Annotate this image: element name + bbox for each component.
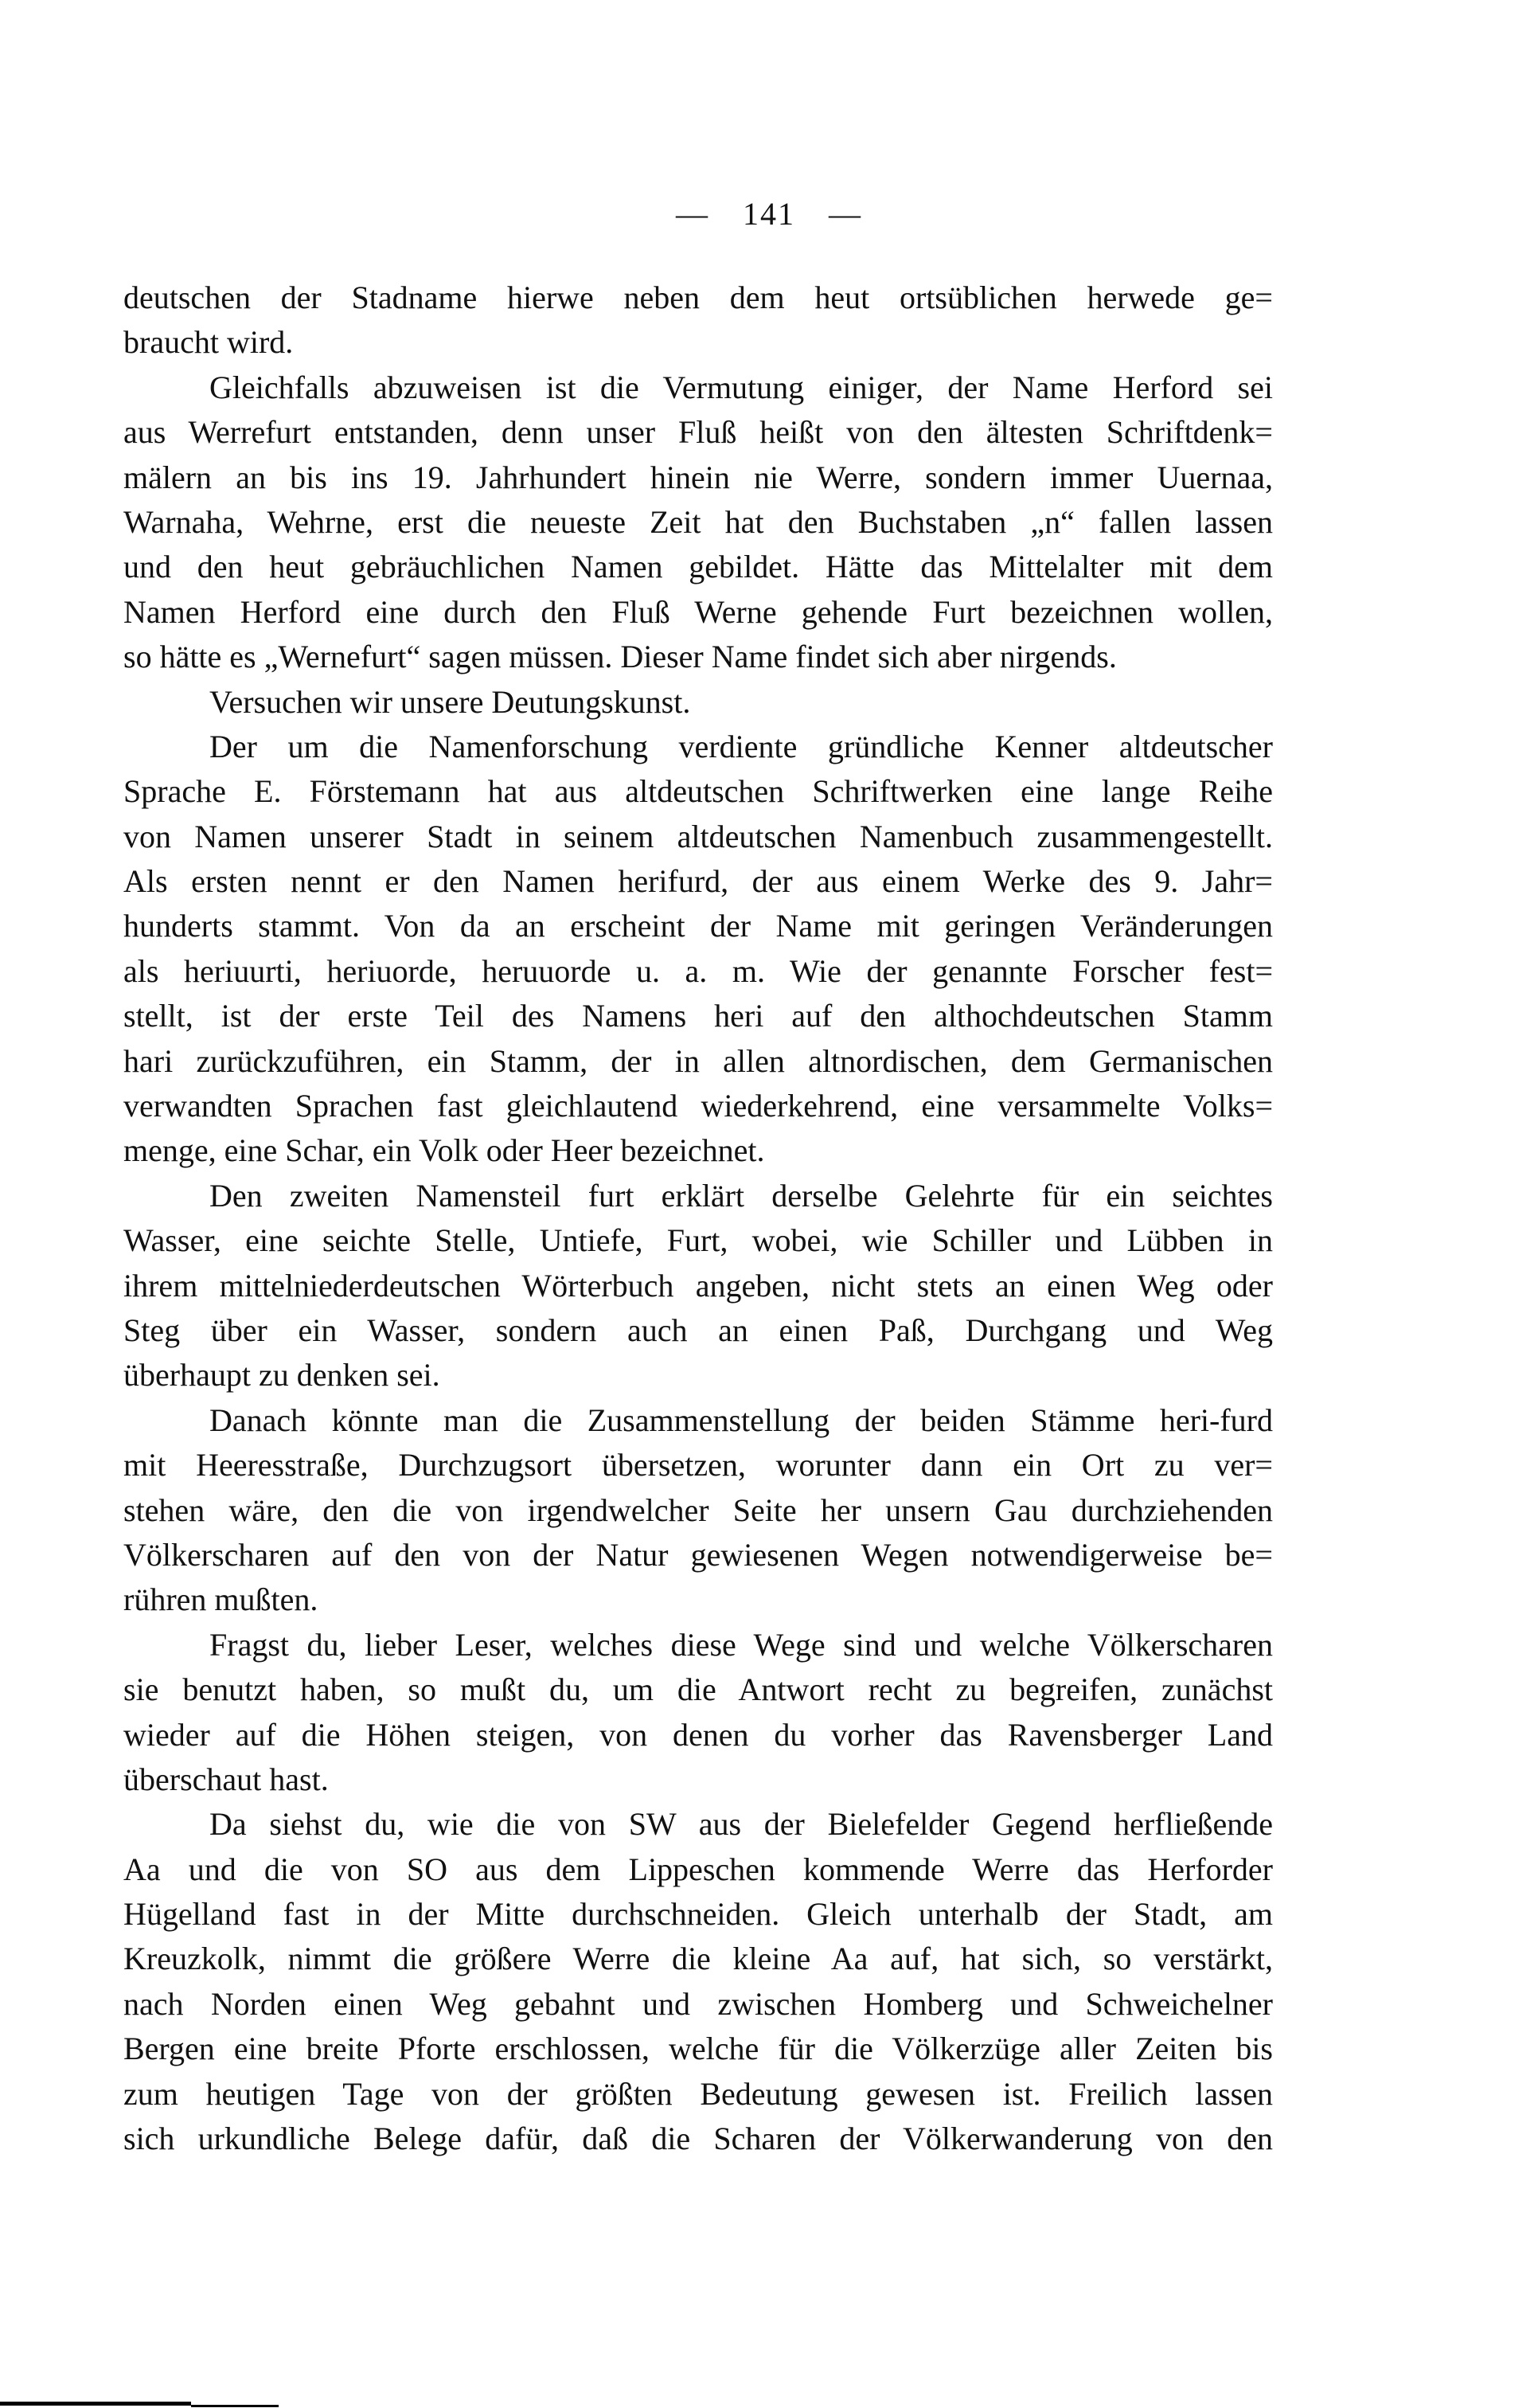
paragraph-first-line: Danach könnte man die Zusammenstellung der beiden Stämme heri-furd bbox=[209, 1401, 1273, 1438]
text-line: nach Norden einen Weg gebahnt und zwischen Homberg und Schweichelner bbox=[123, 1985, 1273, 2022]
paragraph-first-line: Fragst du, lieber Leser, welches diese Wege sind und welche Völkerscharen bbox=[209, 1626, 1273, 1663]
paragraph-first-line: Da siehst du, wie die von SW aus der Bielefelder Gegend herfließende bbox=[209, 1806, 1273, 1843]
body-text bbox=[123, 276, 1273, 2161]
scan-edge-artifact bbox=[0, 2402, 191, 2406]
text-line: Sprache E. Förstemann hat aus altdeutschen Schriftwerken eine lange Reihe bbox=[123, 773, 1273, 810]
text-line: Hügelland fast in der Mitte durchschneiden. Gleich unterhalb der Stadt, am bbox=[123, 1896, 1273, 1933]
text-line: Aa und die von SO aus dem Lippeschen kommende Werre das Herforder bbox=[123, 1851, 1273, 1887]
text-line: und den heut gebräuchlichen Namen gebildet. Hätte das Mittelalter mit dem bbox=[123, 549, 1273, 585]
text-line: stehen wäre, den die von irgendwelcher Seite her unsern Gau durchziehenden bbox=[123, 1491, 1273, 1528]
paragraph-first-line: Versuchen wir unsere Deutungskunst. bbox=[209, 683, 691, 720]
text-line: braucht wird. bbox=[123, 324, 294, 361]
text-line: Bergen eine breite Pforte erschlossen, welche für die Völkerzüge aller Zeiten bis bbox=[123, 2031, 1273, 2067]
text-line: überhaupt zu denken sei. bbox=[123, 1357, 440, 1394]
text-line: rühren mußten. bbox=[123, 1581, 318, 1618]
paragraph-first-line: Den zweiten Namensteil furt erklärt derselbe Gelehrte für ein seichtes bbox=[209, 1177, 1273, 1214]
text-line: menge, eine Schar, ein Volk oder Heer bezeichnet. bbox=[123, 1132, 765, 1169]
paragraph-first-line: Gleichfalls abzuweisen ist die Vermutung einiger, der Name Herford sei bbox=[209, 369, 1273, 405]
text-line: Steg über ein Wasser, sondern auch an einen Paß, Durchgang und Weg bbox=[123, 1312, 1273, 1348]
text-line: aus Werrefurt entstanden, denn unser Fluß heißt von den ältesten Schriftdenk= bbox=[123, 414, 1273, 451]
text-line: Als ersten nennt er den Namen herifurd, der aus einem Werke des 9. Jahr= bbox=[123, 863, 1273, 900]
text-line: sich urkundliche Belege dafür, daß die Scharen der Völkerwanderung von den bbox=[123, 2121, 1273, 2157]
page-number: — 141 — bbox=[676, 196, 862, 232]
text-line: hari zurückzuführen, ein Stamm, der in allen altnordischen, dem Germanischen bbox=[123, 1042, 1273, 1079]
paragraph-first-line: Der um die Namenforschung verdiente gründliche Kenner altdeutscher bbox=[209, 728, 1273, 764]
text-line: als heriuurti, heriuorde, heruuorde u. a. m. Wie der genannte Forscher fest= bbox=[123, 952, 1273, 989]
text-line: stellt, ist der erste Teil des Namens heri auf den althochdeutschen Stamm bbox=[123, 998, 1273, 1034]
text-line: Völkerscharen auf den von der Natur gewiesenen Wegen notwendigerweise be= bbox=[123, 1536, 1273, 1573]
text-line: Warnaha, Wehrne, erst die neueste Zeit hat den Buchstaben „n“ fallen lassen bbox=[123, 503, 1273, 540]
text-line: mälern an bis ins 19. Jahrhundert hinein nie Werre, sondern immer Uuernaa, bbox=[123, 459, 1273, 495]
text-line: so hätte es „Wernefurt“ sagen müssen. Dieser Name findet sich aber nirgends. bbox=[123, 639, 1117, 675]
text-line: zum heutigen Tage von der größten Bedeutung gewesen ist. Freilich lassen bbox=[123, 2075, 1273, 2112]
text-line: Namen Herford eine durch den Fluß Werne gehende Furt bezeichnen wollen, bbox=[123, 593, 1273, 630]
text-line: Kreuzkolk, nimmt die größere Werre die kleine Aa auf, hat sich, so verstärkt, bbox=[123, 1941, 1273, 1977]
text-line: Wasser, eine seichte Stelle, Untiefe, Furt, wobei, wie Schiller und Lübben in bbox=[123, 1222, 1273, 1259]
text-line: von Namen unserer Stadt in seinem altdeutschen Namenbuch zusammengestellt. bbox=[123, 818, 1273, 854]
text-line: wieder auf die Höhen steigen, von denen du vorher das Ravensberger Land bbox=[123, 1716, 1273, 1753]
scan-edge-artifact bbox=[191, 2405, 279, 2407]
text-line: verwandten Sprachen fast gleichlautend wiederkehrend, eine versammelte Volks= bbox=[123, 1088, 1273, 1124]
text-line: überschaut hast. bbox=[123, 1761, 329, 1797]
text-line: hunderts stammt. Von da an erscheint der Name mit geringen Veränderungen bbox=[123, 908, 1273, 944]
text-line: sie benutzt haben, so mußt du, um die Antwort recht zu begreifen, zunächst bbox=[123, 1671, 1273, 1708]
text-line: ihrem mittelniederdeutschen Wörterbuch angeben, nicht stets an einen Weg oder bbox=[123, 1267, 1273, 1304]
text-line: deutschen der Stadname hierwe neben dem heut ortsüblichen herwede ge= bbox=[123, 280, 1273, 315]
text-line: mit Heeresstraße, Durchzugsort übersetzen, worunter dann ein Ort zu ver= bbox=[123, 1447, 1273, 1484]
